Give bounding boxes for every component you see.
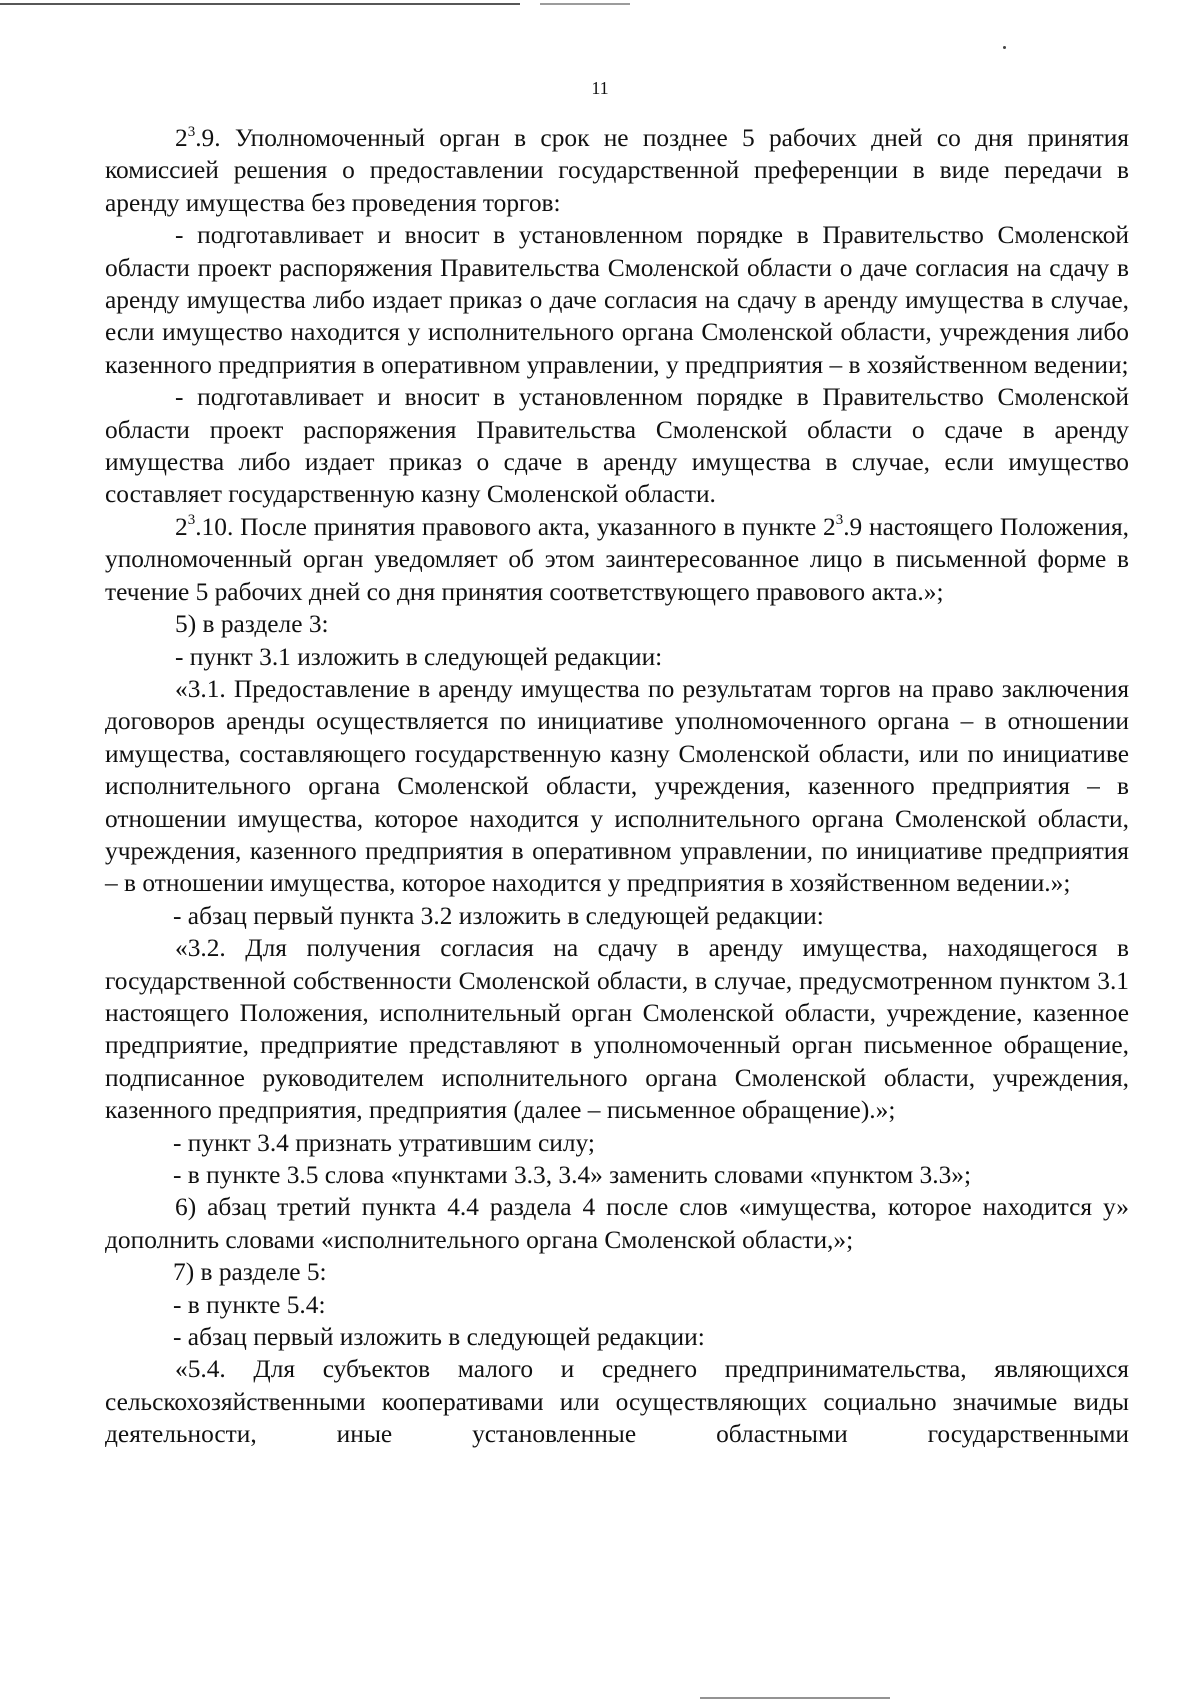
paragraph-item: - пункт 3.4 признать утратившим силу; <box>173 1128 595 1157</box>
paragraph-item: 5) в разделе 3: <box>175 610 329 639</box>
paragraph-item: - подготавливает и вносит в установленном порядке в Правительство Смоленской области проект распоряжения Правительства Смоленской области о сдаче в аренду имущества либо издает приказ о сдаче в аренду имущества в случае, если имущество составляет государственную казну Смоленской области. <box>105 383 1129 509</box>
paragraph-item: - подготавливает и вносит в установленном порядке в Правительство Смоленской области проект распоряжения Правительства Смоленской области о даче согласия на сдачу в аренду имущества либо издает приказ о даче согласия на сдачу в аренду имущества в случае, если имущество находится у исполнительного органа Смоленской области, учреждения либо казенного предприятия в оперативном управлении, у предприятия – в хозяйственном ведении; <box>105 221 1129 379</box>
paragraph-item: - абзац первый изложить в следующей редакции: <box>173 1323 705 1352</box>
paragraph-item: - в пункте 3.5 слова «пунктами 3.3, 3.4» заменить словами «пунктом 3.3»; <box>173 1161 972 1189</box>
scan-edge-line <box>700 1697 890 1699</box>
paragraph-2-3-9: $2^3.9$. Уполномоченный орган в срок не позднее 5 рабочих дней со дня принятия комиссией решения о предоставлении государственной преференции в виде передачи в аренду имущества без проведения торгов: <box>105 123 1129 217</box>
document-body <box>105 122 1129 1451</box>
scan-edge-line <box>540 3 630 5</box>
paragraph-item: - пункт 3.1 изложить в следующей редакции: <box>175 642 663 671</box>
scan-speck <box>1003 46 1006 49</box>
paragraph-quote: «5.4. Для субъектов малого и среднего предпринимательства, являющихся сельскохозяйственными кооперативами или осуществляющих социально значимые виды деятельности, иные установленные областными государственными <box>105 1355 1129 1449</box>
paragraph-quote: «3.1. Предоставление в аренду имущества по результатам торгов на право заключения договоров аренды осуществляется по инициативе уполномоченного органа – в отношении имущества, составляющего государственную казну Смоленской области, или по инициативе исполнительного органа Смоленской области, учреждения, казенного предприятия – в отношении имущества, которое находится у исполнительного органа Смоленской области, учреждения, казенного предприятия в оперативном управлении, по инициативе предприятия – в отношении имущества, которое находится у предприятия в хозяйственном ведении.»; <box>105 674 1129 898</box>
paragraph-item: 6) абзац третий пункта 4.4 раздела 4 после слов «имущества, которое находится у» дополнить словами «исполнительного органа Смоленской области,»; <box>105 1193 1129 1254</box>
scan-edge-line <box>0 3 520 5</box>
paragraph-item: - в пункте 5.4: <box>173 1290 326 1319</box>
paragraph-item: - абзац первый пункта 3.2 изложить в следующей редакции: <box>173 901 824 930</box>
paragraph-item: 7) в разделе 5: <box>173 1258 327 1287</box>
page-number: 11 <box>591 78 609 98</box>
paragraph-quote: «3.2. Для получения согласия на сдачу в аренду имущества, находящегося в государственной собственности Смоленской области, в случае, предусмотренном пунктом 3.1 настоящего Положения, исполнительный орган Смоленской области, учреждение, казенное предприятие, предприятие представляют в уполномоченный орган письменное обращение, подписанное руководителем исполнительного органа Смоленской области, учреждения, казенного предприятия, предприятия (далее – письменное обращение).»; <box>105 934 1129 1125</box>
paragraph-2-3-10: $2^3.10$. После принятия правового акта, указанного в пункте $2^3.9$ настоящего Положения, уполномоченный орган уведомляет об этом заинтересованное лицо в письменной форме в течение 5 рабочих дней со дня принятия соответствующего правового акта.»; <box>105 512 1129 606</box>
